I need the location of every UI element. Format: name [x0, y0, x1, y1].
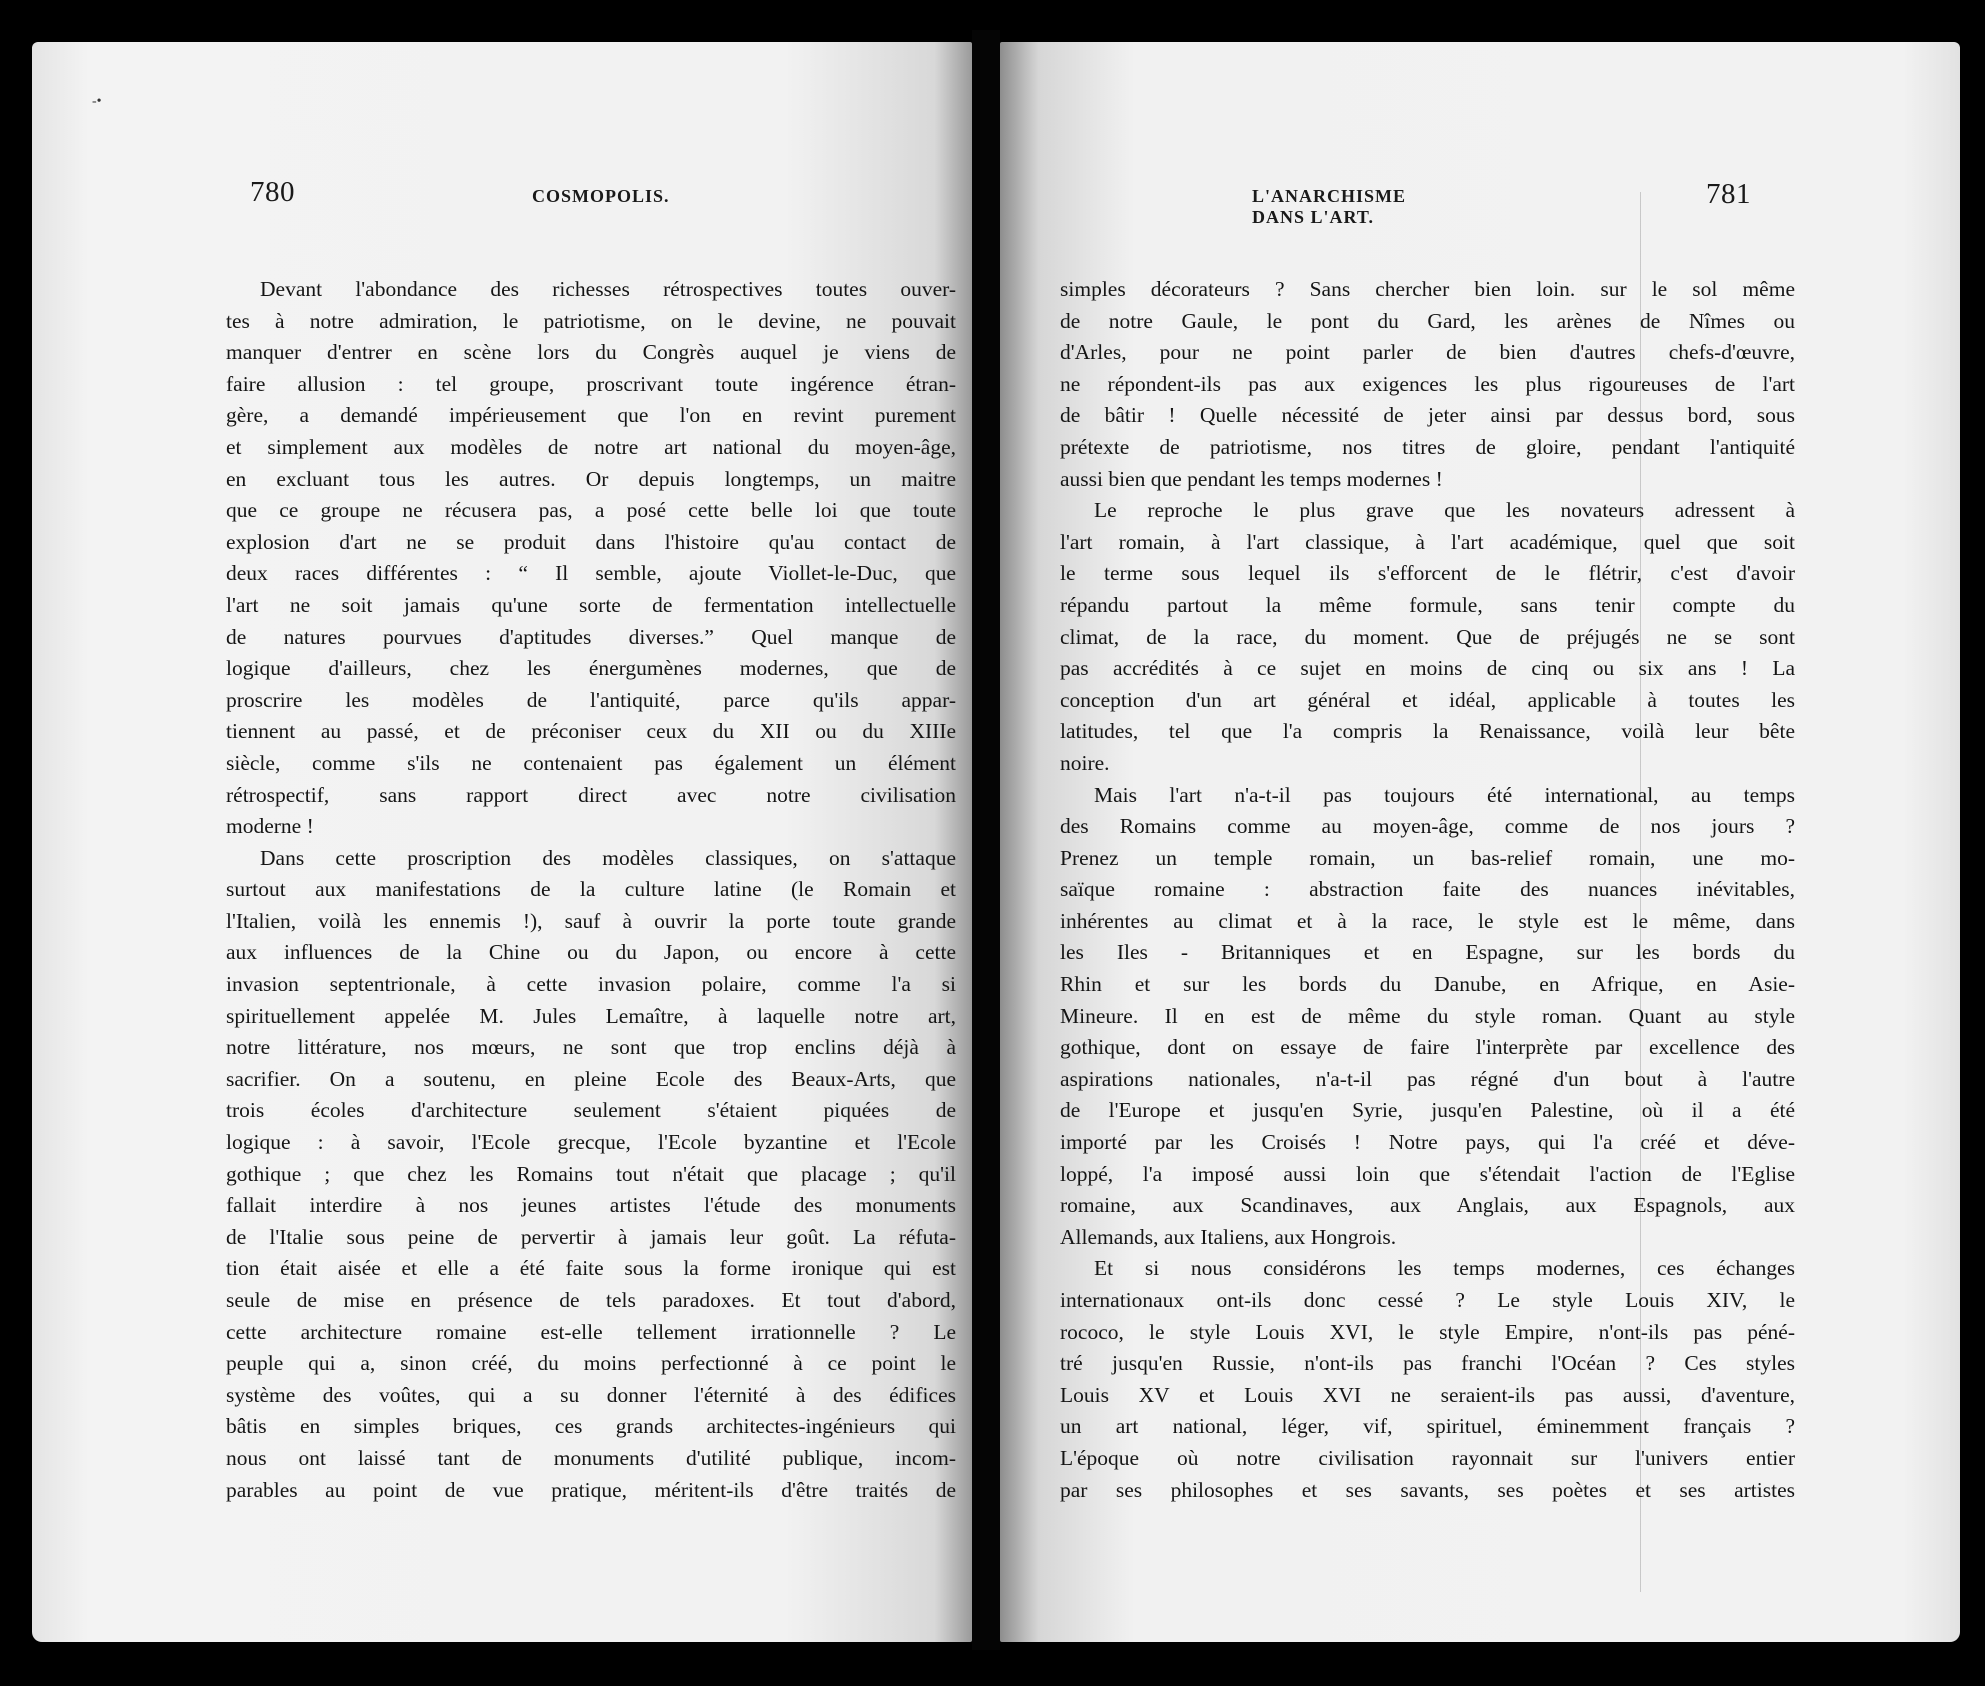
text-line: Mineure. Il en est de même du style roman. Quant au style [1060, 1003, 1795, 1028]
right-page-number: 781 [1706, 178, 1751, 210]
text-line: importé par les Croisés ! Notre pays, qui l'a créé et déve- [1060, 1130, 1795, 1155]
text-line: Dans cette proscription des modèles classiques, on s'attaque [260, 845, 956, 870]
text-line: l'art romain, à l'art classique, à l'art académique, quel que soit [1060, 529, 1795, 554]
text-line: internationaux ont-ils donc cessé ? Le style Louis XIV, le [1060, 1288, 1795, 1312]
text-line: des Romains comme au moyen-âge, comme de nos jours ? [1060, 814, 1795, 839]
text-line: le terme sous lequel ils s'efforcent de le flétrir, c'est d'avoir [1060, 561, 1795, 586]
text-line: nous ont laissé tant de monuments d'utilité publique, incom- [226, 1445, 956, 1470]
text-line: pas accrédités à ce sujet en moins de cinq ou six ans ! La [1060, 656, 1795, 681]
text-line: latitudes, tel que l'a compris la Renaissance, voilà leur bête [1060, 719, 1795, 744]
text-line: simples décorateurs ? Sans chercher bien loin. sur le sol même [1060, 277, 1795, 301]
text-line: inhérentes au climat et à la race, le style est le même, dans [1060, 908, 1795, 933]
text-line: ne répondent-ils pas aux exigences les plus rigoureuses de l'art [1060, 371, 1795, 396]
text-line: loppé, l'a imposé aussi loin que s'étendait l'action de l'Eglise [1060, 1161, 1795, 1186]
text-line: de natures pourvues d'aptitudes diverses.” Quel manque de [226, 624, 956, 649]
text-line: gothique ; que chez les Romains tout n'était que placage ; qu'il [226, 1161, 956, 1186]
text-line: tion était aisée et elle a été faite sous la forme ironique qui est [226, 1256, 956, 1281]
text-line: Allemands, aux Italiens, aux Hongrois. [1060, 1224, 1397, 1249]
text-line: moderne ! [226, 814, 314, 839]
text-line: répandu partout la même formule, sans tenir compte du [1060, 592, 1795, 617]
text-line: bâtis en simples briques, ces grands architectes-ingénieurs qui [226, 1414, 956, 1439]
book-spine [972, 30, 1000, 1650]
text-line: de notre Gaule, le pont du Gard, les arènes de Nîmes ou [1060, 308, 1795, 333]
text-line: surtout aux manifestations de la culture latine (le Romain et [226, 877, 956, 902]
text-line: tiennent au passé, et de préconiser ceux du XII ou du XIIIe [226, 719, 956, 744]
text-line: proscrire les modèles de l'antiquité, parce qu'ils appar- [226, 687, 956, 712]
text-line: climat, de la race, du moment. Que de préjugés ne se sont [1060, 624, 1795, 649]
text-line: saïque romaine : abstraction faite des nuances inévitables, [1060, 877, 1795, 902]
text-line: logique : à savoir, l'Ecole grecque, l'Ecole byzantine et l'Ecole [226, 1130, 956, 1155]
text-line: rétrospectif, sans rapport direct avec notre civilisation [226, 782, 956, 807]
text-line: Louis XV et Louis XVI ne seraient-ils pas aussi, d'aventure, [1060, 1382, 1795, 1407]
text-line: tré jusqu'en Russie, n'ont-ils pas franchi l'Océan ? Ces styles [1060, 1351, 1795, 1376]
text-line: Prenez un temple romain, un bas-relief romain, une mo- [1060, 845, 1795, 870]
ink-speck: ‑• [92, 94, 102, 109]
text-line: conception d'un art général et idéal, applicable à toutes les [1060, 687, 1795, 712]
text-line: Devant l'abondance des richesses rétrospectives toutes ouver- [260, 277, 956, 301]
left-page-number: 780 [250, 176, 295, 208]
text-line: de l'Europe et jusqu'en Syrie, jusqu'en Palestine, où il a été [1060, 1098, 1795, 1123]
text-line: par ses philosophes et ses savants, ses poètes et ses artistes [1060, 1477, 1795, 1502]
text-line: siècle, comme s'ils ne contenaient pas également un élément [226, 750, 956, 775]
text-line: de l'Italie sous peine de pervertir à jamais leur goût. La réfuta- [226, 1224, 956, 1249]
text-line: manquer d'entrer en scène lors du Congrès auquel je viens de [226, 340, 956, 365]
text-line: gère, a demandé impérieusement que l'on en revint purement [226, 403, 956, 428]
text-line: gothique, dont on essaye de faire l'interprète par excellence des [1060, 1035, 1795, 1060]
text-line: logique d'ailleurs, chez les énergumènes modernes, que de [226, 656, 956, 681]
text-line: Le reproche le plus grave que les novateurs adressent à [1094, 498, 1795, 523]
text-line: système des voûtes, qui a su donner l'éternité à des édifices [226, 1382, 956, 1407]
text-line: l'art ne soit jamais qu'une sorte de fermentation intellectuelle [226, 592, 956, 617]
text-line: L'époque où notre civilisation rayonnait sur l'univers entier [1060, 1445, 1795, 1470]
text-line: spirituellement appelée M. Jules Lemaître, à laquelle notre art, [226, 1003, 956, 1028]
text-line: les Iles - Britanniques et en Espagne, sur les bords du [1060, 940, 1795, 965]
text-line: aux influences de la Chine ou du Japon, ou encore à cette [226, 940, 956, 965]
text-line: invasion septentrionale, à cette invasion polaire, comme l'a si [226, 972, 956, 997]
text-line: en excluant tous les autres. Or depuis longtemps, un maitre [226, 466, 956, 491]
text-line: d'Arles, pour ne point parler de bien d'autres chefs-d'œuvre, [1060, 340, 1795, 365]
text-line: Rhin et sur les bords du Danube, en Afrique, en Asie- [1060, 972, 1795, 997]
text-line: romaine, aux Scandinaves, aux Anglais, aux Espagnols, aux [1060, 1193, 1795, 1218]
text-line: aspirations nationales, n'a-t-il pas régné d'un bout à l'autre [1060, 1066, 1795, 1091]
text-line: parables au point de vue pratique, méritent-ils d'être traités de [226, 1477, 956, 1502]
right-text-column [1060, 274, 1795, 1506]
text-line: Et si nous considérons les temps modernes, ces échanges [1094, 1256, 1795, 1281]
text-line: notre littérature, nos mœurs, ne sont que trop enclins déjà à [226, 1035, 956, 1060]
text-line: sacrifier. On a soutenu, en pleine Ecole des Beaux-Arts, que [226, 1066, 956, 1091]
text-line: aussi bien que pendant les temps modernes ! [1060, 466, 1443, 491]
text-line: l'Italien, voilà les ennemis !), sauf à ouvrir la porte toute grande [226, 908, 956, 933]
text-line: noire. [1060, 750, 1110, 775]
right-head-title: L'ANARCHISME DANS L'ART. [1252, 186, 1407, 227]
text-line: explosion d'art ne se produit dans l'histoire qu'au contact de [226, 529, 956, 554]
text-line: trois écoles d'architecture seulement s'étaient piquées de [226, 1098, 956, 1123]
text-line: cette architecture romaine est-elle tellement irrationnelle ? Le [226, 1319, 956, 1344]
text-line: et simplement aux modèles de notre art national du moyen-âge, [226, 434, 956, 459]
text-line: seule de mise en présence de tels paradoxes. Et tout d'abord, [226, 1288, 956, 1312]
text-line: rococo, le style Louis XVI, le style Empire, n'ont-ils pas péné- [1060, 1319, 1795, 1344]
text-line: un art national, léger, vif, spirituel, éminemment français ? [1060, 1414, 1795, 1439]
text-line: tes à notre admiration, le patriotisme, on le devine, ne pouvait [226, 308, 956, 333]
text-line: Mais l'art n'a-t-il pas toujours été international, au temps [1094, 782, 1795, 807]
right-page [1000, 42, 1960, 1642]
left-page [32, 42, 972, 1642]
text-line: de bâtir ! Quelle nécessité de jeter ainsi par dessus bord, sous [1060, 403, 1795, 428]
text-line: faire allusion : tel groupe, proscrivant toute ingérence étran- [226, 371, 956, 396]
left-head-title: COSMOPOLIS. [532, 186, 670, 206]
text-line: fallait interdire à nos jeunes artistes l'étude des monuments [226, 1193, 956, 1218]
text-line: peuple qui a, sinon créé, du moins perfectionné à ce point le [226, 1351, 956, 1376]
text-line: que ce groupe ne récusera pas, a posé cette belle loi que toute [226, 498, 956, 523]
text-line: deux races différentes : “ Il semble, ajoute Viollet-le-Duc, que [226, 561, 956, 586]
left-text-column [226, 274, 956, 1506]
text-line: prétexte de patriotisme, nos titres de gloire, pendant l'antiquité [1060, 434, 1795, 459]
